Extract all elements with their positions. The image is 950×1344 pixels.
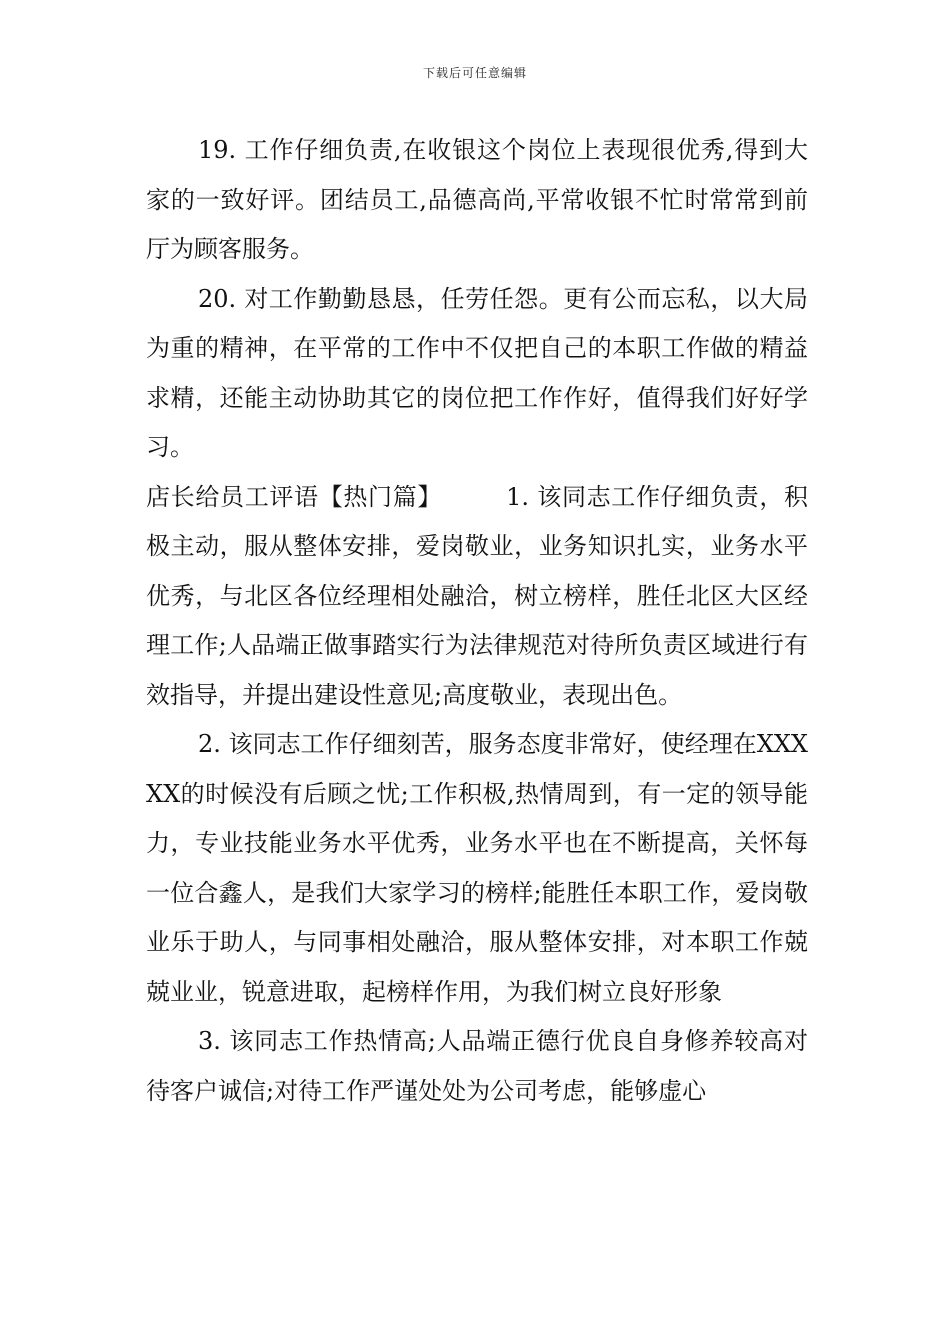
document-body [146,126,808,1116]
section-title: 店长给员工评语【热门篇】 [146,482,443,511]
section-paragraph [146,473,808,721]
item-3: 3. 该同志工作热情高;人品端正德行优良自身修养较高对待客户诚信;对待工作严谨处处为公司考虑，能够虚心 [146,1027,808,1105]
page-header-note: 下载后可任意编辑 [422,66,527,80]
item-1: 1. 该同志工作仔细负责，积极主动，服从整体安排，爱岗敬业，业务知识扎实，业务水平优秀，与北区各位经理相处融洽，树立榜样，胜任北区大区经理工作;人品端正做事踏实行为法律规范对待所负责区域进行有效指导，并提出建设性意见;高度敬业，表现出色。 [146,482,809,709]
item-2: 2. 该同志工作仔细刻苦，服务态度非常好，使经理在XXXXX的时候没有后顾之忧;工作积极,热情周到，有一定的领导能力，专业技能业务水平优秀，业务水平也在不断提高，关怀每一位合鑫人，是我们大家学习的榜样;能胜任本职工作，爱岗敬业乐于助人，与同事相处融洽，服从整体安排，对本职工作兢兢业业，锐意进取，起榜样作用，为我们树立良好形象 [146,730,808,1006]
paragraph-20: 20. 对工作勤勤恳恳，任劳任怨。更有公而忘私，以大局为重的精神，在平常的工作中不仅把自己的本职工作做的精益求精，还能主动协助其它的岗位把工作作好，值得我们好好学习。 [146,284,808,461]
paragraph-19: 19. 工作仔细负责,在收银这个岗位上表现很优秀,得到大家的一致好评。团结员工,品德高尚,平常收银不忙时常常到前厅为顾客服务。 [146,136,808,263]
